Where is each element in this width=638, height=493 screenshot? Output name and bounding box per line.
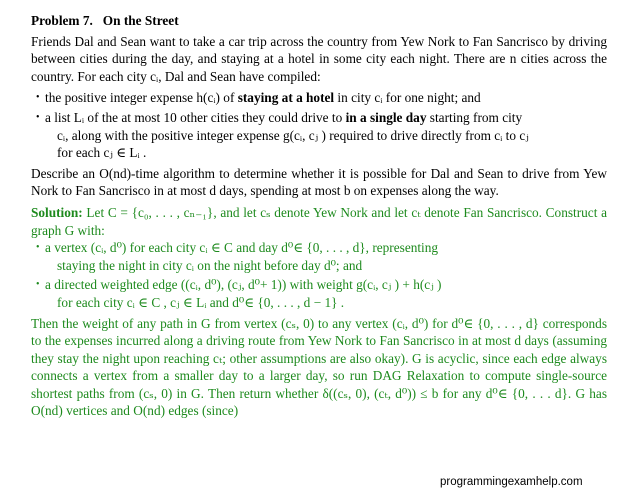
footer-site-link[interactable]: programmingexamhelp.com [440,476,583,488]
solution-intro: Solution: Let C = {c₀, . . . , cₙ₋₁}, and let cₛ denote Yew Nork and let cₜ denote Fan Sancrisco. Construct a graph G with: [31,204,607,238]
solution-bullet-vertex: • a vertex (cᵢ, d⁰) for each city cᵢ ∈ C and day d⁰∈ {0, . . . , d}, representing staying the night in city cᵢ on the night before day d⁰; and [33,239,607,274]
problem-number: Problem 7. [31,13,93,28]
problem-task: Describe an O(nd)-time algorithm to determine whether it is possible for Dal and Sean to drive from Yew Nork to Fan Sancrisco in at most d days, spending at most b on expenses along the way. [31,165,607,199]
solution-bullet-edge-cont: for each city cᵢ ∈ C , cⱼ ∈ Lᵢ and d⁰∈ {0, . . . , d − 1} . [57,294,345,310]
problem-intro: Friends Dal and Sean want to take a car trip across the country from Yew Nork to Fan Sancrisco by driving between cities during the day, and staying at a hotel in some city each night. There are n cities across the country. For each city cᵢ, Dal and Sean have compiled: [31,33,607,84]
solution-bullet-list [31,239,607,311]
solution-bullet-vertex-cont: staying the night in city cᵢ on the night before day d⁰; and [57,257,363,273]
problem-heading [31,12,607,30]
single-day-emphasis: in a single day [345,109,427,125]
problem-bullet-drive-cont1: cᵢ, along with the positive integer expense g(cᵢ, cⱼ ) required to drive directly from cᵢ to cⱼ [57,127,529,143]
problem-bullet-hotel: • the positive integer expense h(cᵢ) of staying at a hotel in city cᵢ for one night; and [33,89,607,107]
solution-section [31,204,607,420]
solution-bullet-edge: • a directed weighted edge ((cᵢ, d⁰), (cⱼ, d⁰+ 1)) with weight g(cᵢ, cⱼ ) + h(cⱼ ) for each city cᵢ ∈ C , cⱼ ∈ Lᵢ and d⁰∈ {0, . . . , d − 1} . [33,276,607,311]
document-page [31,12,607,420]
hotel-emphasis: staying at a hotel [237,90,335,106]
problem-bullet-drive: • a list Lᵢ of the at most 10 other cities they could drive to in a single day starting from city cᵢ, along with the positive integer expense g(cᵢ, cⱼ ) required to drive directly from cᵢ to cⱼ for each cⱼ ∈ Lᵢ . [33,109,607,162]
solution-label: Solution: [31,204,83,220]
problem-bullet-drive-cont2: for each cⱼ ∈ Lᵢ . [57,145,147,161]
solution-conclusion: Then the weight of any path in G from vertex (cₛ, 0) to any vertex (cᵢ, d⁰) for d⁰∈ {0, . . . , d} corresponds to the expenses incurred along a driving route from Yew Nork to Fan Sancrisco in at most d days (assuming they stay the night upon reaching cₜ; other assumptions are also okay). G is acyclic, since each edge always connects a vertex from a smaller day to a larger day, so run DAG Relaxation to compute single-source shortest paths from (cₛ, 0) in G. Then return whether δ((cₛ, 0), (cₜ, d⁰)) ≤ b for any d⁰∈ {0, . . . d}. G has O(nd) vertices and O(nd) edges (since) [31,315,607,419]
problem-title: On the Street [102,13,179,28]
problem-bullet-list [31,89,607,161]
